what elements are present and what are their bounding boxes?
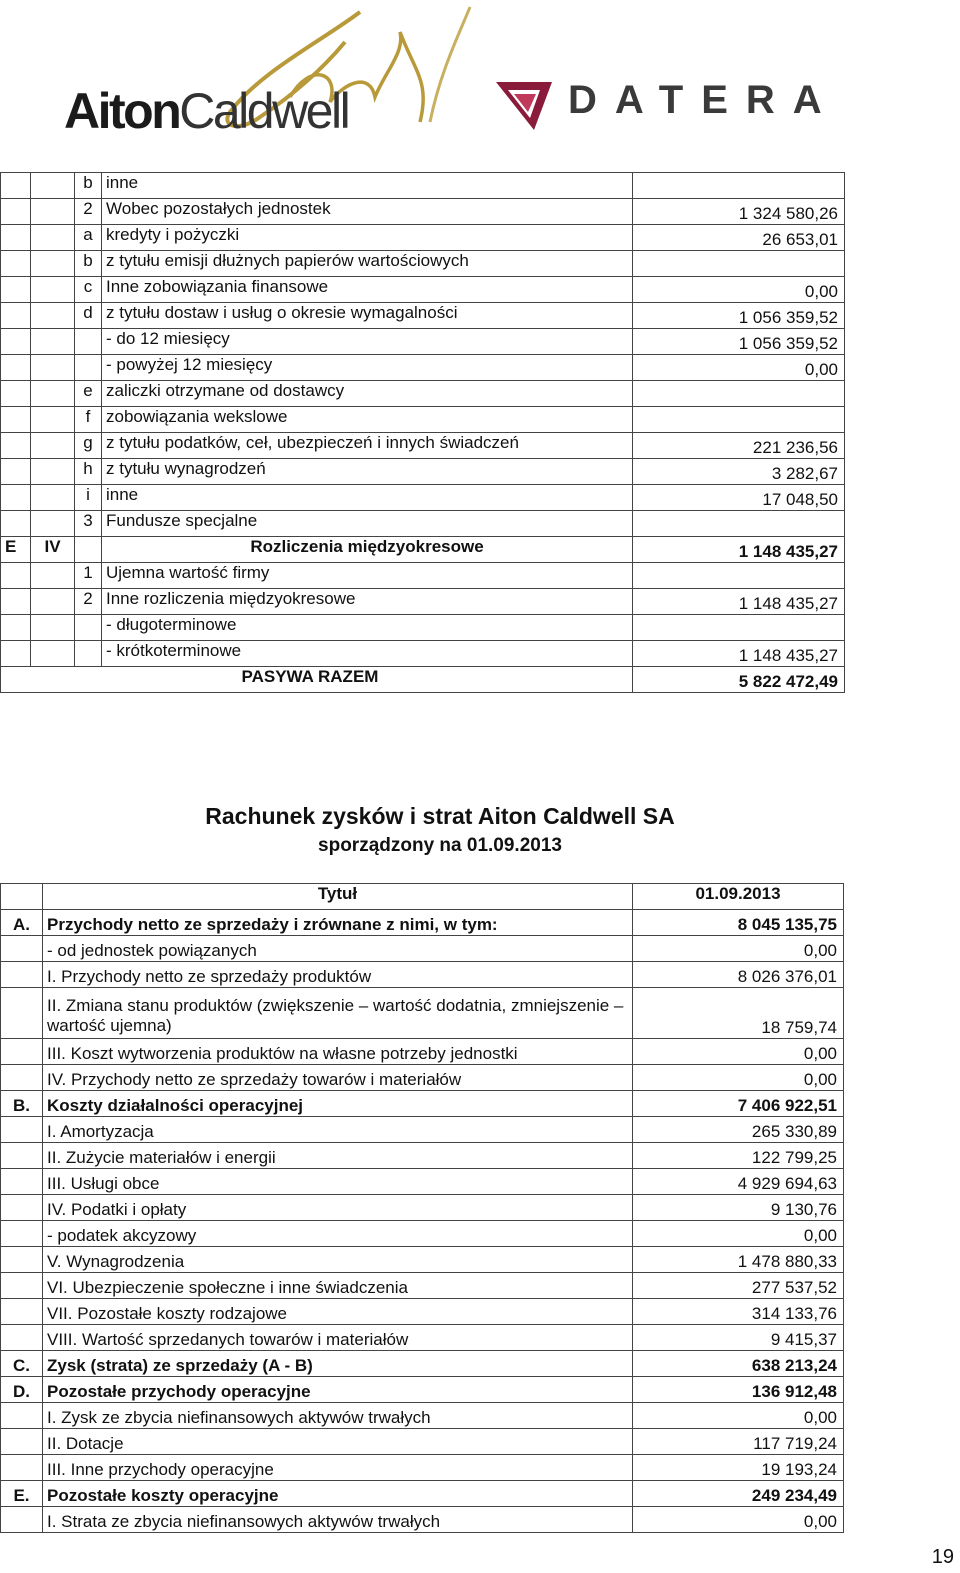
pl-key-cell [1,1169,43,1195]
balance-section-cell [1,199,31,225]
balance-section-cell [1,277,31,303]
balance-label-cell: z tytułu podatków, ceł, ubezpieczeń i innych świadczeń [102,433,633,459]
pl-row [1,1143,844,1169]
pl-key-cell [1,1221,43,1247]
balance-label-cell: - do 12 miesięcy [102,329,633,355]
balance-group-cell [31,225,75,251]
pl-key-cell [1,1507,43,1533]
pl-value-cell: 0,00 [633,1221,844,1247]
balance-item-cell: e [75,381,102,407]
datera-wordmark: DATERA [568,78,840,122]
balance-label-cell: kredyty i pożyczki [102,225,633,251]
pl-row [1,962,844,988]
pl-key-cell [1,988,43,1039]
pl-key-cell [1,1429,43,1455]
pl-header-date: 01.09.2013 [633,884,844,910]
pl-row [1,1117,844,1143]
balance-item-cell: g [75,433,102,459]
balance-row [1,641,845,667]
balance-item-cell: i [75,485,102,511]
pl-row [1,1481,844,1507]
balance-value-cell: 0,00 [633,277,845,303]
balance-section-cell [1,407,31,433]
pl-label-cell: I. Zysk ze zbycia niefinansowych aktywów trwałych [43,1403,633,1429]
balance-row [1,303,845,329]
pl-header-key [1,884,43,910]
balance-item-cell [75,641,102,667]
pl-key-cell [1,1143,43,1169]
pl-row [1,1273,844,1299]
datera-mark-icon [494,74,554,134]
pl-label-cell: III. Usługi obce [43,1169,633,1195]
balance-total-label: PASYWA RAZEM [102,667,633,693]
pl-key-cell: D. [1,1377,43,1403]
pl-key-cell: C. [1,1351,43,1377]
pl-value-cell: 4 929 694,63 [633,1169,844,1195]
balance-label-cell: Inne rozliczenia międzyokresowe [102,589,633,615]
balance-section-cell [1,329,31,355]
balance-value-cell: 1 324 580,26 [633,199,845,225]
pl-value-cell: 117 719,24 [633,1429,844,1455]
balance-group-cell [31,433,75,459]
pl-value-cell: 249 234,49 [633,1481,844,1507]
balance-row [1,537,845,563]
balance-item-cell: h [75,459,102,485]
balance-value-cell: 221 236,56 [633,433,845,459]
balance-group-cell [31,589,75,615]
balance-group-cell [31,251,75,277]
balance-value-cell: 26 653,01 [633,225,845,251]
balance-group-cell [31,615,75,641]
balance-value-cell: 17 048,50 [633,485,845,511]
pl-value-cell: 0,00 [633,1039,844,1065]
pl-key-cell [1,1325,43,1351]
pl-label-cell: Zysk (strata) ze sprzedaży (A - B) [43,1351,633,1377]
pl-value-cell: 0,00 [633,1403,844,1429]
balance-item-cell: f [75,407,102,433]
pl-label-cell: VI. Ubezpieczenie społeczne i inne świadczenia [43,1273,633,1299]
balance-row [1,589,845,615]
pl-label-cell: IV. Podatki i opłaty [43,1195,633,1221]
balance-group-cell [31,459,75,485]
pl-key-cell [1,1195,43,1221]
balance-item-cell: 2 [75,199,102,225]
balance-section-cell [1,173,31,199]
pl-label-cell: - podatek akcyzowy [43,1221,633,1247]
pl-label-cell: II. Zmiana stanu produktów (zwiększenie – wartość dodatnia, zmniejszenie – wartość ujemna) [43,988,633,1039]
balance-row [1,407,845,433]
pl-value-cell: 8 045 135,75 [633,910,844,936]
balance-label-cell: Ujemna wartość firmy [102,563,633,589]
balance-value-cell [633,511,845,537]
balance-section-cell [1,615,31,641]
balance-row [1,433,845,459]
balance-value-cell: 1 148 435,27 [633,589,845,615]
pl-key-cell [1,1273,43,1299]
balance-row [1,329,845,355]
balance-value-cell [633,381,845,407]
pl-key-cell [1,962,43,988]
balance-group-cell [31,303,75,329]
balance-row [1,173,845,199]
balance-section-cell [1,381,31,407]
balance-group-cell [31,199,75,225]
balance-section-cell [1,303,31,329]
balance-row [1,251,845,277]
balance-row [1,563,845,589]
balance-item-cell: b [75,173,102,199]
balance-item-cell: 1 [75,563,102,589]
pl-row [1,1377,844,1403]
pl-value-cell: 1 478 880,33 [633,1247,844,1273]
page-number: 19 [931,1546,954,1568]
balance-value-cell: 1 148 435,27 [633,641,845,667]
pl-row [1,1169,844,1195]
pl-value-cell: 9 415,37 [633,1325,844,1351]
balance-row [1,485,845,511]
balance-group-cell [31,381,75,407]
balance-label-cell: z tytułu emisji dłużnych papierów wartościowych [102,251,633,277]
pl-row [1,1429,844,1455]
pl-key-cell: A. [1,910,43,936]
pl-row [1,1507,844,1533]
aiton-caldwell-logo: AitonCaldwell [64,83,349,139]
pl-label-cell: I. Amortyzacja [43,1117,633,1143]
balance-item-cell [75,537,102,563]
balance-group-cell: IV [31,537,75,563]
pl-key-cell: E. [1,1481,43,1507]
pl-row [1,1299,844,1325]
balance-section-cell [1,251,31,277]
balance-total-row [1,667,845,693]
pl-value-cell: 314 133,76 [633,1299,844,1325]
balance-value-cell: 0,00 [633,355,845,381]
pl-value-cell: 136 912,48 [633,1377,844,1403]
pl-row [1,1221,844,1247]
balance-row [1,511,845,537]
pl-label-cell: I. Przychody netto ze sprzedaży produktów [43,962,633,988]
balance-item-cell: 3 [75,511,102,537]
balance-item-cell [75,355,102,381]
balance-group-cell [31,563,75,589]
pl-header-row [1,884,844,910]
pl-value-cell: 0,00 [633,936,844,962]
balance-group-cell [31,277,75,303]
pl-value-cell: 0,00 [633,1507,844,1533]
pl-value-cell: 7 406 922,51 [633,1091,844,1117]
pl-subtitle: sporządzony na 01.09.2013 [318,835,562,856]
pl-key-cell: B. [1,1091,43,1117]
balance-section-cell [1,641,31,667]
balance-group-cell [31,173,75,199]
balance-section-cell [1,355,31,381]
pl-label-cell: I. Strata ze zbycia niefinansowych aktywów trwałych [43,1507,633,1533]
balance-item-cell: b [75,251,102,277]
balance-label-cell: z tytułu wynagrodzeń [102,459,633,485]
pl-row [1,1403,844,1429]
pl-label-cell: III. Koszt wytworzenia produktów na własne potrzeby jednostki [43,1039,633,1065]
pl-key-cell [1,936,43,962]
pl-label-cell: Pozostałe przychody operacyjne [43,1377,633,1403]
balance-value-cell [633,173,845,199]
pl-key-cell [1,1247,43,1273]
balance-group-cell [31,407,75,433]
balance-label-cell: zobowiązania wekslowe [102,407,633,433]
balance-row [1,225,845,251]
pl-value-cell: 277 537,52 [633,1273,844,1299]
balance-group-cell [31,329,75,355]
pl-label-cell: VII. Pozostałe koszty rodzajowe [43,1299,633,1325]
balance-value-cell [633,615,845,641]
pl-key-cell [1,1065,43,1091]
balance-label-cell: Inne zobowiązania finansowe [102,277,633,303]
pl-row [1,1065,844,1091]
balance-item-cell [75,615,102,641]
balance-label-cell: Fundusze specjalne [102,511,633,537]
balance-total-spacer [1,667,102,693]
pl-value-cell: 265 330,89 [633,1117,844,1143]
balance-row [1,277,845,303]
pl-value-cell: 122 799,25 [633,1143,844,1169]
balance-section-cell [1,433,31,459]
balance-value-cell [633,563,845,589]
pl-label-cell: III. Inne przychody operacyjne [43,1455,633,1481]
balance-item-cell [75,329,102,355]
pl-label-cell: II. Zużycie materiałów i energii [43,1143,633,1169]
pl-row [1,1351,844,1377]
pl-key-cell [1,1117,43,1143]
balance-row [1,355,845,381]
balance-label-cell: z tytułu dostaw i usług o okresie wymagalności [102,303,633,329]
pl-row [1,1247,844,1273]
pl-value-cell: 8 026 376,01 [633,962,844,988]
pl-label-cell: Przychody netto ze sprzedaży i zrównane z nimi, w tym: [43,910,633,936]
balance-value-cell: 3 282,67 [633,459,845,485]
pl-label-cell: - od jednostek powiązanych [43,936,633,962]
balance-section-cell [1,225,31,251]
balance-label-cell: Wobec pozostałych jednostek [102,199,633,225]
profit-loss-table [0,883,844,1533]
header-logos [0,0,960,160]
pl-row [1,936,844,962]
balance-label-cell: Rozliczenia międzyokresowe [102,537,633,563]
balance-section-cell [1,511,31,537]
balance-section-cell [1,589,31,615]
balance-item-cell: a [75,225,102,251]
pl-label-cell: V. Wynagrodzenia [43,1247,633,1273]
balance-label-cell: zaliczki otrzymane od dostawcy [102,381,633,407]
pl-label-cell: VIII. Wartość sprzedanych towarów i materiałów [43,1325,633,1351]
pl-label-cell: Pozostałe koszty operacyjne [43,1481,633,1507]
pl-row [1,988,844,1039]
balance-item-cell: 2 [75,589,102,615]
pl-key-cell [1,1403,43,1429]
pl-header-title: Tytuł [43,884,633,910]
balance-group-cell [31,641,75,667]
pl-label-cell: Koszty działalności operacyjnej [43,1091,633,1117]
balance-label-cell: inne [102,173,633,199]
balance-label-cell: - powyżej 12 miesięcy [102,355,633,381]
pl-value-cell: 9 130,76 [633,1195,844,1221]
balance-label-cell: - długoterminowe [102,615,633,641]
pl-row [1,1091,844,1117]
pl-row [1,1325,844,1351]
pl-label-cell: II. Dotacje [43,1429,633,1455]
balance-label-cell: - krótkoterminowe [102,641,633,667]
balance-section-cell: E [1,537,31,563]
pl-title: Rachunek zysków i strat Aiton Caldwell SA [205,803,675,829]
pl-row [1,1195,844,1221]
balance-item-cell: c [75,277,102,303]
balance-section-cell [1,485,31,511]
pl-key-cell [1,1039,43,1065]
pl-label-cell: IV. Przychody netto ze sprzedaży towarów i materiałów [43,1065,633,1091]
pl-value-cell: 19 193,24 [633,1455,844,1481]
pl-row [1,910,844,936]
balance-row [1,459,845,485]
pl-value-cell: 18 759,74 [633,988,844,1039]
balance-row [1,199,845,225]
balance-sheet-table [0,172,845,693]
balance-value-cell: 1 056 359,52 [633,329,845,355]
balance-group-cell [31,511,75,537]
pl-key-cell [1,1455,43,1481]
balance-value-cell [633,251,845,277]
balance-label-cell: inne [102,485,633,511]
balance-section-cell [1,563,31,589]
pl-row [1,1455,844,1481]
pl-value-cell: 638 213,24 [633,1351,844,1377]
balance-group-cell [31,355,75,381]
balance-section-cell [1,459,31,485]
balance-group-cell [31,485,75,511]
balance-value-cell: 1 148 435,27 [633,537,845,563]
balance-total-value: 5 822 472,49 [633,667,845,693]
balance-row [1,381,845,407]
pl-value-cell: 0,00 [633,1065,844,1091]
balance-value-cell [633,407,845,433]
balance-row [1,615,845,641]
balance-value-cell: 1 056 359,52 [633,303,845,329]
pl-key-cell [1,1299,43,1325]
balance-item-cell: d [75,303,102,329]
pl-row [1,1039,844,1065]
